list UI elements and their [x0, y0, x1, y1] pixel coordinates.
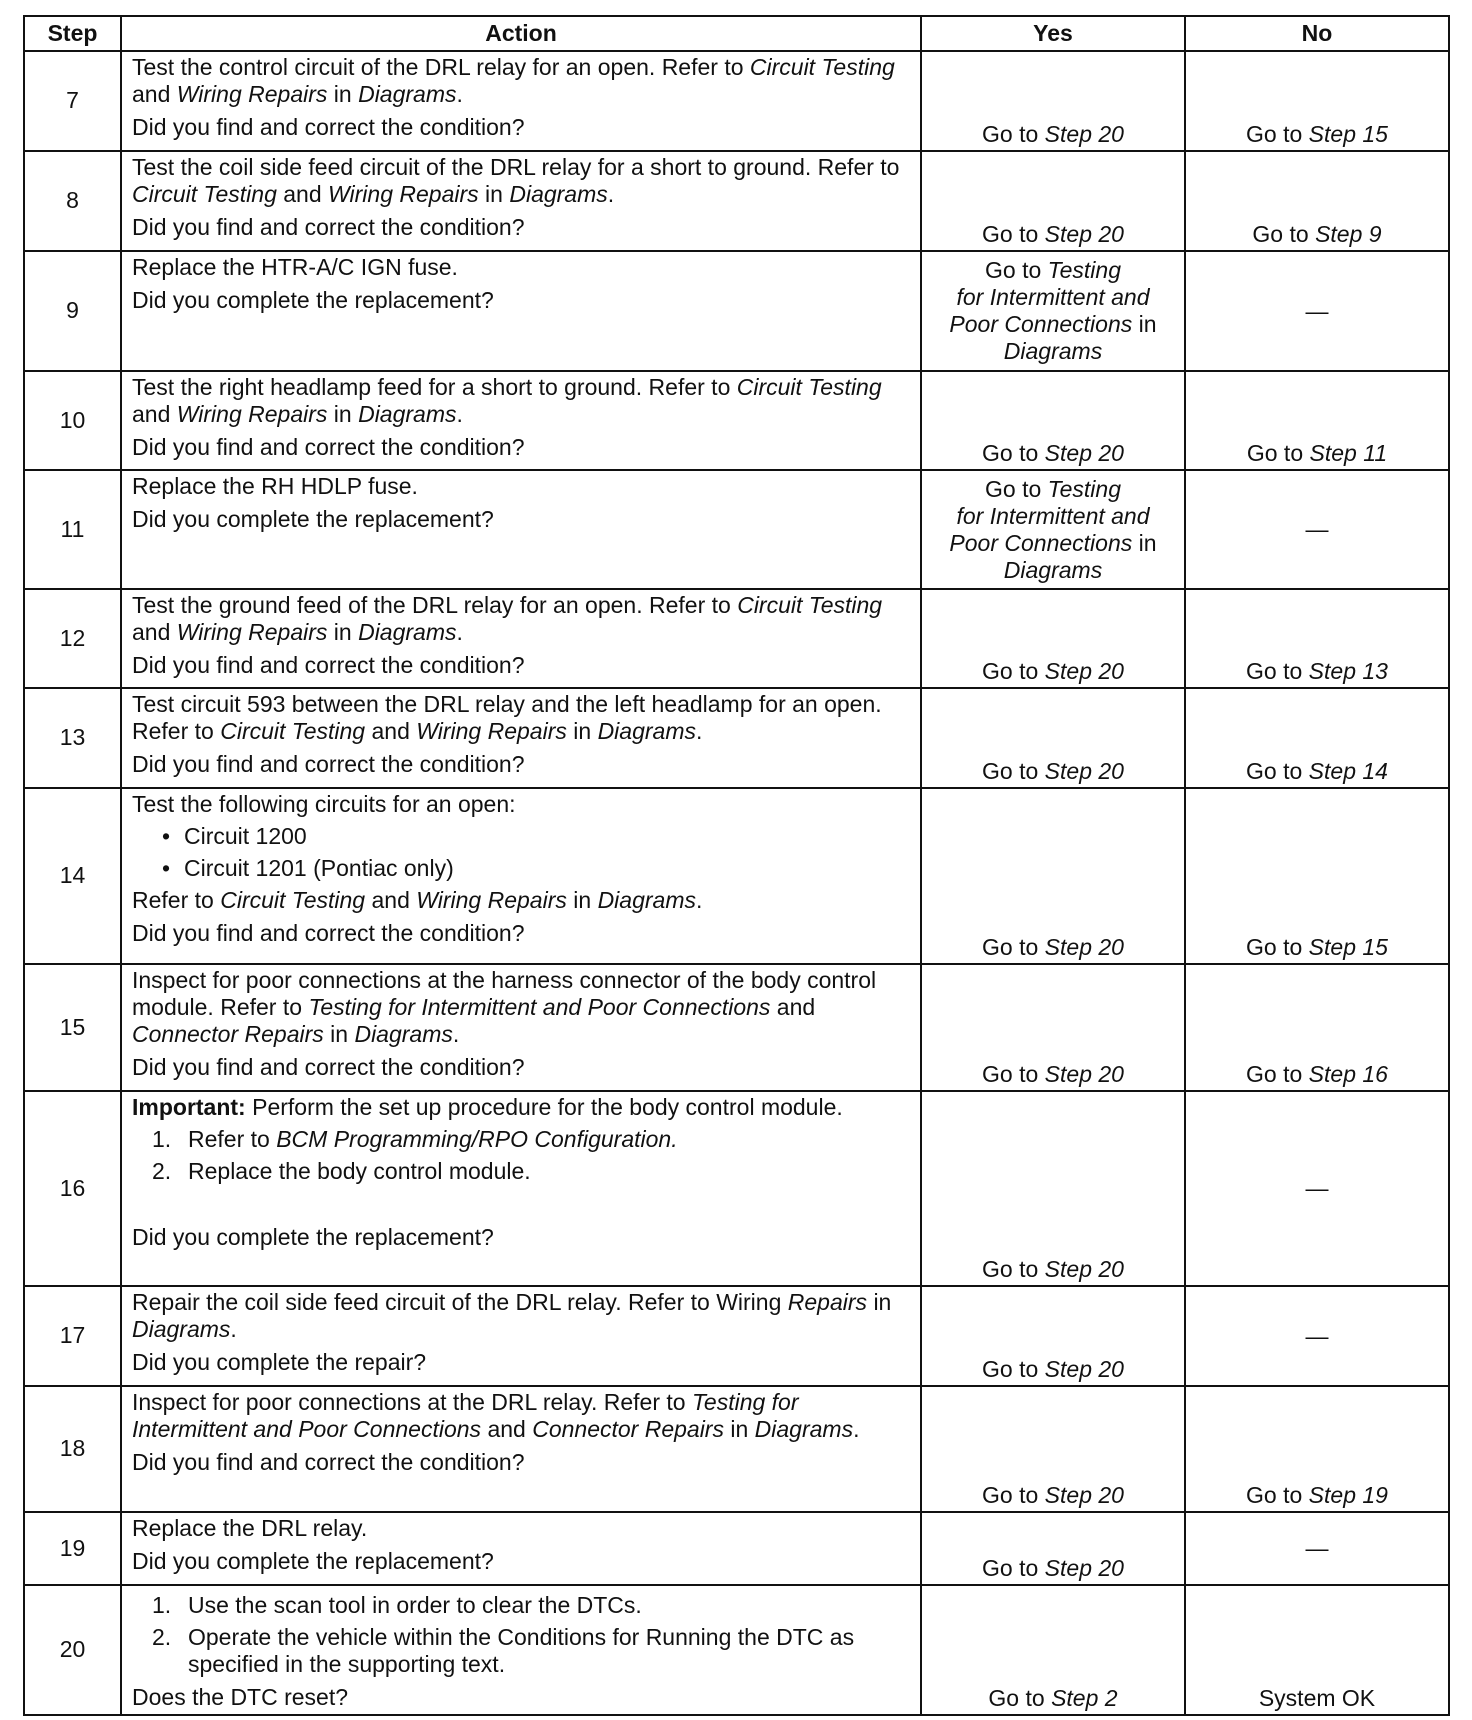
header-yes: Yes: [921, 16, 1185, 51]
action-cell: [121, 964, 921, 1091]
step-link[interactable]: Step 14: [1308, 758, 1388, 784]
yes-cell: Go to Step 20: [921, 1286, 1185, 1386]
list-item: 1. Use the scan tool in order to clear the DTCs.: [152, 1592, 642, 1618]
step-number: 15: [24, 964, 121, 1091]
table-row: [24, 964, 1449, 1091]
action-text: Replace the RH HDLP fuse.: [132, 473, 418, 499]
no-cell: —: [1185, 1512, 1449, 1585]
action-cell: [121, 1585, 921, 1715]
step-number: 14: [24, 788, 121, 964]
list-item: • Circuit 1200: [162, 823, 307, 849]
step-number: 16: [24, 1091, 121, 1286]
yes-cell: Go to Step 20: [921, 371, 1185, 470]
step-link[interactable]: Step 19: [1308, 1482, 1388, 1508]
question-text: Did you find and correct the condition?: [132, 1054, 525, 1080]
step-number: 8: [24, 151, 121, 251]
action-cell: [121, 1091, 921, 1286]
action-text: Replace the HTR-A/C IGN fuse.: [132, 254, 458, 280]
action-text: Test the following circuits for an open:: [132, 791, 516, 817]
question-text: Did you find and correct the condition?: [132, 652, 525, 678]
question-text: Did you find and correct the condition?: [132, 114, 525, 140]
step-link[interactable]: Step 2: [1051, 1685, 1118, 1711]
table-row: [24, 1091, 1449, 1286]
no-cell: Go to Step 14: [1185, 688, 1449, 788]
action-cell: [121, 688, 921, 788]
step-link[interactable]: Step 15: [1308, 934, 1388, 960]
diagnostic-table: [23, 15, 1450, 1716]
step-number: 9: [24, 251, 121, 371]
table-row: [24, 251, 1449, 371]
no-cell: Go to Step 19: [1185, 1386, 1449, 1512]
header-step: Step: [24, 16, 121, 51]
yes-cell: Go to Step 20: [921, 1091, 1185, 1286]
yes-cell: Go to Step 20: [921, 964, 1185, 1091]
no-cell: Go to Step 11: [1185, 371, 1449, 470]
action-cell: [121, 589, 921, 688]
action-text: Test the coil side feed circuit of the DRL relay for a short to ground. Refer to Circuit Testing and Wiring Repairs in Diagrams.: [132, 154, 900, 207]
step-link[interactable]: Step 20: [1044, 1482, 1124, 1508]
action-text: Test the control circuit of the DRL relay for an open. Refer to Circuit Testing and Wiring Repairs in Diagrams.: [132, 54, 895, 107]
header-row: [24, 16, 1449, 51]
table-row: [24, 688, 1449, 788]
step-number: 20: [24, 1585, 121, 1715]
step-link[interactable]: Step 20: [1044, 658, 1124, 684]
action-cell: [121, 51, 921, 151]
table-row: [24, 51, 1449, 151]
step-link[interactable]: Step 20: [1044, 440, 1124, 466]
step-link[interactable]: Step 20: [1044, 1356, 1124, 1382]
step-link[interactable]: Step 20: [1044, 1061, 1124, 1087]
list-item: 2. Replace the body control module.: [152, 1158, 531, 1184]
step-number: 13: [24, 688, 121, 788]
table-row: [24, 589, 1449, 688]
no-cell: —: [1185, 251, 1449, 371]
question-text: Did you find and correct the condition?: [132, 214, 525, 240]
table-row: [24, 788, 1449, 964]
yes-cell: Go to Step 20: [921, 1386, 1185, 1512]
step-link[interactable]: Step 20: [1044, 221, 1124, 247]
table-row: [24, 1512, 1449, 1585]
step-number: 11: [24, 470, 121, 589]
step-number: 7: [24, 51, 121, 151]
header-action: Action: [121, 16, 921, 51]
action-cell: [121, 1512, 921, 1585]
list-item: • Circuit 1201 (Pontiac only): [162, 855, 454, 881]
list-item: 2. Operate the vehicle within the Conditions for Running the DTC as specified in the supporting text.: [152, 1624, 855, 1677]
action-text: Test the right headlamp feed for a short to ground. Refer to Circuit Testing and Wiring Repairs in Diagrams.: [132, 374, 882, 427]
question-text: Did you find and correct the condition?: [132, 1449, 525, 1475]
no-cell: Go to Step 16: [1185, 964, 1449, 1091]
question-text: Did you complete the repair?: [132, 1349, 427, 1375]
yes-cell: Go to Step 20: [921, 788, 1185, 964]
reference-text: Refer to Circuit Testing and Wiring Repairs in Diagrams.: [132, 887, 703, 913]
action-text: Test circuit 593 between the DRL relay and the left headlamp for an open. Refer to Circuit Testing and Wiring Repairs in Diagrams.: [132, 691, 882, 744]
table-row: [24, 1386, 1449, 1512]
table-row: [24, 470, 1449, 589]
yes-cell: Go to Testing for Intermittent and Poor Connections in Diagrams: [921, 470, 1185, 589]
list-item: 1. Refer to BCM Programming/RPO Configuration.: [152, 1126, 678, 1152]
yes-cell: Go to Testing for Intermittent and Poor Connections in Diagrams: [921, 251, 1185, 371]
question-text: Did you complete the replacement?: [132, 1548, 494, 1574]
no-cell: —: [1185, 470, 1449, 589]
action-cell: [121, 151, 921, 251]
no-cell: Go to Step 13: [1185, 589, 1449, 688]
yes-cell: Go to Step 20: [921, 151, 1185, 251]
action-cell: [121, 251, 921, 371]
action-cell: [121, 470, 921, 589]
no-cell: —: [1185, 1286, 1449, 1386]
question-text: Did you complete the replacement?: [132, 287, 494, 313]
action-cell: [121, 1286, 921, 1386]
table-row: [24, 371, 1449, 470]
yes-cell: Go to Step 20: [921, 51, 1185, 151]
action-text: Repair the coil side feed circuit of the DRL relay. Refer to Wiring Repairs in Diagrams.: [132, 1289, 892, 1342]
no-cell: —: [1185, 1091, 1449, 1286]
step-link[interactable]: Step 20: [1044, 1555, 1124, 1581]
question-text: Did you complete the replacement?: [132, 1224, 494, 1250]
step-link[interactable]: Step 20: [1044, 934, 1124, 960]
action-cell: [121, 1386, 921, 1512]
table-row: [24, 1286, 1449, 1386]
step-number: 17: [24, 1286, 121, 1386]
step-link[interactable]: Step 20: [1044, 758, 1124, 784]
yes-cell: Go to Step 2: [921, 1585, 1185, 1715]
action-text: Inspect for poor connections at the DRL relay. Refer to Testing for Intermittent and Poor Connections and Connector Repairs in Diagrams.: [132, 1389, 860, 1442]
no-cell: Go to Step 15: [1185, 788, 1449, 964]
step-number: 18: [24, 1386, 121, 1512]
step-link[interactable]: Step 20: [1044, 121, 1124, 147]
step-link[interactable]: Step 15: [1308, 121, 1388, 147]
action-text: Important: Perform the set up procedure for the body control module.: [132, 1094, 843, 1120]
action-text: Replace the DRL relay.: [132, 1515, 368, 1541]
step-number: 19: [24, 1512, 121, 1585]
question-text: Did you complete the replacement?: [132, 506, 494, 532]
question-text: Did you find and correct the condition?: [132, 434, 525, 460]
step-link[interactable]: Step 9: [1315, 221, 1382, 247]
header-no: No: [1185, 16, 1449, 51]
action-cell: [121, 371, 921, 470]
step-link[interactable]: Step 11: [1309, 440, 1388, 466]
table-row: [24, 151, 1449, 251]
step-link[interactable]: Step 13: [1308, 658, 1388, 684]
no-cell: Go to Step 9: [1185, 151, 1449, 251]
action-text: Inspect for poor connections at the harness connector of the body control module. Refer to Testing for Intermittent and Poor Connections and Connector Repairs in Diagrams.: [132, 967, 877, 1047]
no-cell: Go to Step 15: [1185, 51, 1449, 151]
table-row: [24, 1585, 1449, 1715]
question-text: Did you find and correct the condition?: [132, 920, 525, 946]
question-text: Did you find and correct the condition?: [132, 751, 525, 777]
step-number: 12: [24, 589, 121, 688]
step-link[interactable]: Step 20: [1044, 1256, 1124, 1282]
yes-cell: Go to Step 20: [921, 688, 1185, 788]
action-cell: [121, 788, 921, 964]
yes-cell: Go to Step 20: [921, 589, 1185, 688]
step-number: 10: [24, 371, 121, 470]
question-text: Does the DTC reset?: [132, 1684, 349, 1710]
action-text: Test the ground feed of the DRL relay for an open. Refer to Circuit Testing and Wiring Repairs in Diagrams.: [132, 592, 883, 645]
yes-cell: Go to Step 20: [921, 1512, 1185, 1585]
step-link[interactable]: Step 16: [1308, 1061, 1388, 1087]
no-cell: System OK: [1185, 1585, 1449, 1715]
